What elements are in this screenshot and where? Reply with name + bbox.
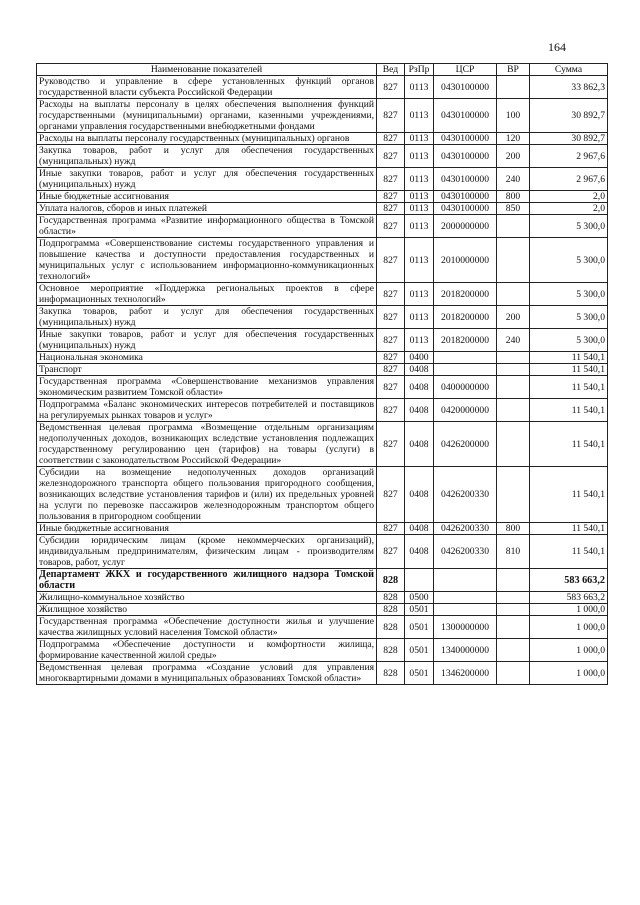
cell-vr <box>497 215 530 238</box>
table-row <box>37 238 608 283</box>
cell-vr <box>497 569 530 592</box>
table-row <box>37 168 608 191</box>
table-row <box>37 145 608 168</box>
cell-ved: 828 <box>377 569 405 592</box>
cell-ved: 827 <box>377 238 405 283</box>
cell-ved: 828 <box>377 592 405 604</box>
header-vr: ВР <box>497 64 530 76</box>
cell-csr: 0420000000 <box>434 399 497 422</box>
cell-name: Ведомственная целевая программа «Возмещение отдельным организациям недополученных доходов, возникающих вследствие установления подлежащих государственному регулированию цен (тарифов) на товары (услуги) в соответствии с законодательством Российской Федерации» <box>37 422 377 467</box>
cell-vr <box>497 639 530 662</box>
cell-rzpr: 0500 <box>405 592 434 604</box>
cell-rzpr: 0113 <box>405 238 434 283</box>
cell-rzpr: 0501 <box>405 616 434 639</box>
cell-csr: 0426200330 <box>434 467 497 523</box>
cell-vr <box>497 76 530 99</box>
table-row <box>37 523 608 535</box>
cell-ved: 828 <box>377 604 405 616</box>
cell-csr: 1340000000 <box>434 639 497 662</box>
table-row <box>37 203 608 215</box>
cell-ved: 827 <box>377 306 405 329</box>
cell-rzpr: 0408 <box>405 467 434 523</box>
header-csr: ЦСР <box>434 64 497 76</box>
cell-name: Жилищно-коммунальное хозяйство <box>37 592 377 604</box>
cell-rzpr: 0113 <box>405 329 434 352</box>
cell-csr <box>434 592 497 604</box>
cell-name: Субсидии юридическим лицам (кроме некоммерческих организаций), индивидуальным предпринимателям, физическим лицам - производителям товаров, работ, услуг <box>37 535 377 569</box>
table-row <box>37 535 608 569</box>
cell-vr: 100 <box>497 99 530 133</box>
table-row <box>37 283 608 306</box>
cell-sum: 30 892,7 <box>530 133 608 145</box>
cell-vr: 120 <box>497 133 530 145</box>
cell-name: Подпрограмма «Обеспечение доступности и комфортности жилища, формирование качественной жилой среды» <box>37 639 377 662</box>
header-name: Наименование показателей <box>37 64 377 76</box>
cell-ved: 827 <box>377 191 405 203</box>
cell-name: Департамент ЖКХ и государственного жилищного надзора Томской области <box>37 569 377 592</box>
cell-name: Расходы на выплаты персоналу государственных (муниципальных) органов <box>37 133 377 145</box>
cell-sum: 5 300,0 <box>530 215 608 238</box>
cell-sum: 1 000,0 <box>530 604 608 616</box>
cell-ved: 827 <box>377 352 405 364</box>
cell-csr: 1346200000 <box>434 662 497 685</box>
cell-sum: 2,0 <box>530 191 608 203</box>
cell-name: Транспорт <box>37 364 377 376</box>
cell-sum: 30 892,7 <box>530 99 608 133</box>
cell-csr: 0430100000 <box>434 203 497 215</box>
cell-name: Руководство и управление в сфере установленных функций органов государственной власти субъекта Российской Федерации <box>37 76 377 99</box>
cell-sum: 11 540,1 <box>530 535 608 569</box>
cell-ved: 828 <box>377 662 405 685</box>
cell-ved: 827 <box>377 145 405 168</box>
cell-name: Государственная программа «Развитие информационного общества в Томской области» <box>37 215 377 238</box>
cell-ved: 827 <box>377 283 405 306</box>
cell-sum: 11 540,1 <box>530 376 608 399</box>
cell-sum: 5 300,0 <box>530 329 608 352</box>
cell-vr <box>497 238 530 283</box>
cell-sum: 1 000,0 <box>530 662 608 685</box>
cell-name: Основное мероприятие «Поддержка региональных проектов в сфере информационных технологий» <box>37 283 377 306</box>
cell-vr <box>497 662 530 685</box>
cell-rzpr: 0408 <box>405 523 434 535</box>
cell-rzpr: 0113 <box>405 168 434 191</box>
cell-name: Иные закупки товаров, работ и услуг для обеспечения государственных (муниципальных) нужд <box>37 329 377 352</box>
cell-csr: 0400000000 <box>434 376 497 399</box>
cell-rzpr: 0501 <box>405 604 434 616</box>
cell-vr <box>497 352 530 364</box>
cell-name: Государственная программа «Обеспечение доступности жилья и улучшение качества жилищных условий населения Томской области» <box>37 616 377 639</box>
table-row <box>37 422 608 467</box>
cell-sum: 11 540,1 <box>530 399 608 422</box>
cell-name: Государственная программа «Совершенствование механизмов управления экономическим развитием Томской области» <box>37 376 377 399</box>
cell-sum: 583 663,2 <box>530 592 608 604</box>
cell-name: Подпрограмма «Совершенствование системы государственного управления и повышение качества и доступности предоставления государственных и муниципальных услуг с использованием информационно-коммуникационных технологий» <box>37 238 377 283</box>
cell-rzpr: 0501 <box>405 639 434 662</box>
cell-sum: 11 540,1 <box>530 422 608 467</box>
cell-sum: 2 967,6 <box>530 145 608 168</box>
cell-rzpr: 0408 <box>405 399 434 422</box>
cell-rzpr: 0501 <box>405 662 434 685</box>
table-row <box>37 662 608 685</box>
cell-rzpr: 0400 <box>405 352 434 364</box>
cell-sum: 2,0 <box>530 203 608 215</box>
cell-sum: 5 300,0 <box>530 283 608 306</box>
cell-vr: 200 <box>497 145 530 168</box>
cell-sum: 5 300,0 <box>530 238 608 283</box>
cell-csr: 0430100000 <box>434 76 497 99</box>
cell-csr <box>434 569 497 592</box>
cell-csr: 0430100000 <box>434 191 497 203</box>
cell-csr: 1300000000 <box>434 616 497 639</box>
cell-vr: 810 <box>497 535 530 569</box>
cell-name: Уплата налогов, сборов и иных платежей <box>37 203 377 215</box>
cell-sum: 1 000,0 <box>530 616 608 639</box>
cell-ved: 827 <box>377 399 405 422</box>
cell-vr: 200 <box>497 306 530 329</box>
cell-vr <box>497 399 530 422</box>
cell-ved: 827 <box>377 329 405 352</box>
cell-sum: 2 967,6 <box>530 168 608 191</box>
cell-vr <box>497 604 530 616</box>
table-row <box>37 191 608 203</box>
cell-rzpr: 0408 <box>405 422 434 467</box>
table-row <box>37 364 608 376</box>
cell-name: Закупка товаров, работ и услуг для обеспечения государственных (муниципальных) нужд <box>37 306 377 329</box>
cell-rzpr: 0113 <box>405 99 434 133</box>
table-row <box>37 76 608 99</box>
table-row <box>37 329 608 352</box>
cell-vr <box>497 422 530 467</box>
cell-rzpr: 0408 <box>405 376 434 399</box>
cell-sum: 5 300,0 <box>530 306 608 329</box>
cell-ved: 827 <box>377 364 405 376</box>
cell-vr: 240 <box>497 168 530 191</box>
table-row <box>37 215 608 238</box>
cell-csr: 0426200330 <box>434 535 497 569</box>
table-row <box>37 616 608 639</box>
cell-rzpr: 0113 <box>405 283 434 306</box>
cell-rzpr: 0408 <box>405 364 434 376</box>
cell-vr <box>497 364 530 376</box>
table-row <box>37 592 608 604</box>
cell-csr <box>434 364 497 376</box>
cell-rzpr: 0113 <box>405 215 434 238</box>
cell-name: Иные закупки товаров, работ и услуг для обеспечения государственных (муниципальных) нужд <box>37 168 377 191</box>
cell-csr: 0430100000 <box>434 133 497 145</box>
cell-ved: 827 <box>377 203 405 215</box>
cell-rzpr: 0113 <box>405 133 434 145</box>
cell-csr: 2018200000 <box>434 306 497 329</box>
cell-sum: 11 540,1 <box>530 467 608 523</box>
cell-csr: 2018200000 <box>434 283 497 306</box>
cell-name: Субсидии на возмещение недополученных доходов организаций железнодорожного транспорта общего пользования пригородного сообщения, возникающих вследствие установления тарифов и (или) их предельных уровней на услуги по перевозке пассажиров железнодорожным транспортом общего пользования в пригородном сообщении <box>37 467 377 523</box>
table-row <box>37 569 608 592</box>
table-row <box>37 639 608 662</box>
cell-ved: 827 <box>377 422 405 467</box>
cell-rzpr <box>405 569 434 592</box>
cell-ved: 827 <box>377 168 405 191</box>
cell-vr <box>497 616 530 639</box>
budget-table <box>36 63 608 685</box>
table-row <box>37 467 608 523</box>
cell-rzpr: 0113 <box>405 306 434 329</box>
cell-ved: 827 <box>377 215 405 238</box>
cell-vr: 850 <box>497 203 530 215</box>
table-row <box>37 352 608 364</box>
cell-ved: 827 <box>377 467 405 523</box>
cell-csr: 0426200330 <box>434 523 497 535</box>
cell-csr: 2000000000 <box>434 215 497 238</box>
table-row <box>37 133 608 145</box>
table-row <box>37 604 608 616</box>
cell-ved: 828 <box>377 639 405 662</box>
cell-sum: 11 540,1 <box>530 364 608 376</box>
cell-csr: 2018200000 <box>434 329 497 352</box>
table-header-row <box>37 64 608 76</box>
cell-ved: 827 <box>377 76 405 99</box>
page-number: 164 <box>548 40 566 54</box>
cell-rzpr: 0408 <box>405 535 434 569</box>
header-ved: Вед <box>377 64 405 76</box>
table-row <box>37 399 608 422</box>
cell-name: Подпрограмма «Баланс экономических интересов потребителей и поставщиков на регулируемых рынках товаров и услуг» <box>37 399 377 422</box>
cell-csr: 0430100000 <box>434 145 497 168</box>
cell-sum: 11 540,1 <box>530 352 608 364</box>
cell-ved: 827 <box>377 535 405 569</box>
cell-vr: 800 <box>497 523 530 535</box>
table-row <box>37 99 608 133</box>
cell-rzpr: 0113 <box>405 76 434 99</box>
cell-vr <box>497 467 530 523</box>
cell-csr <box>434 352 497 364</box>
cell-vr: 240 <box>497 329 530 352</box>
cell-name: Иные бюджетные ассигнования <box>37 523 377 535</box>
cell-rzpr: 0113 <box>405 145 434 168</box>
cell-vr: 800 <box>497 191 530 203</box>
cell-rzpr: 0113 <box>405 191 434 203</box>
cell-vr <box>497 592 530 604</box>
cell-csr: 2010000000 <box>434 238 497 283</box>
cell-name: Жилищное хозяйство <box>37 604 377 616</box>
cell-csr: 0426200000 <box>434 422 497 467</box>
cell-rzpr: 0113 <box>405 203 434 215</box>
cell-ved: 827 <box>377 523 405 535</box>
cell-vr <box>497 283 530 306</box>
cell-csr <box>434 604 497 616</box>
header-rzpr: РзПр <box>405 64 434 76</box>
header-sum: Сумма <box>530 64 608 76</box>
cell-sum: 1 000,0 <box>530 639 608 662</box>
cell-ved: 828 <box>377 616 405 639</box>
cell-name: Закупка товаров, работ и услуг для обеспечения государственных (муниципальных) нужд <box>37 145 377 168</box>
cell-vr <box>497 376 530 399</box>
cell-ved: 827 <box>377 99 405 133</box>
table-row <box>37 306 608 329</box>
cell-csr: 0430100000 <box>434 99 497 133</box>
cell-csr: 0430100000 <box>434 168 497 191</box>
cell-sum: 583 663,2 <box>530 569 608 592</box>
cell-name: Расходы на выплаты персоналу в целях обеспечения выполнения функций государственными (муниципальными) органами, казенными учреждениями, органами управления государственными внебюджетными фондами <box>37 99 377 133</box>
cell-name: Ведомственная целевая программа «Создание условий для управления многоквартирными домами в муниципальных образованиях Томской области» <box>37 662 377 685</box>
cell-sum: 11 540,1 <box>530 523 608 535</box>
cell-ved: 827 <box>377 133 405 145</box>
cell-ved: 827 <box>377 376 405 399</box>
cell-name: Национальная экономика <box>37 352 377 364</box>
cell-sum: 33 862,3 <box>530 76 608 99</box>
cell-name: Иные бюджетные ассигнования <box>37 191 377 203</box>
table-row <box>37 376 608 399</box>
